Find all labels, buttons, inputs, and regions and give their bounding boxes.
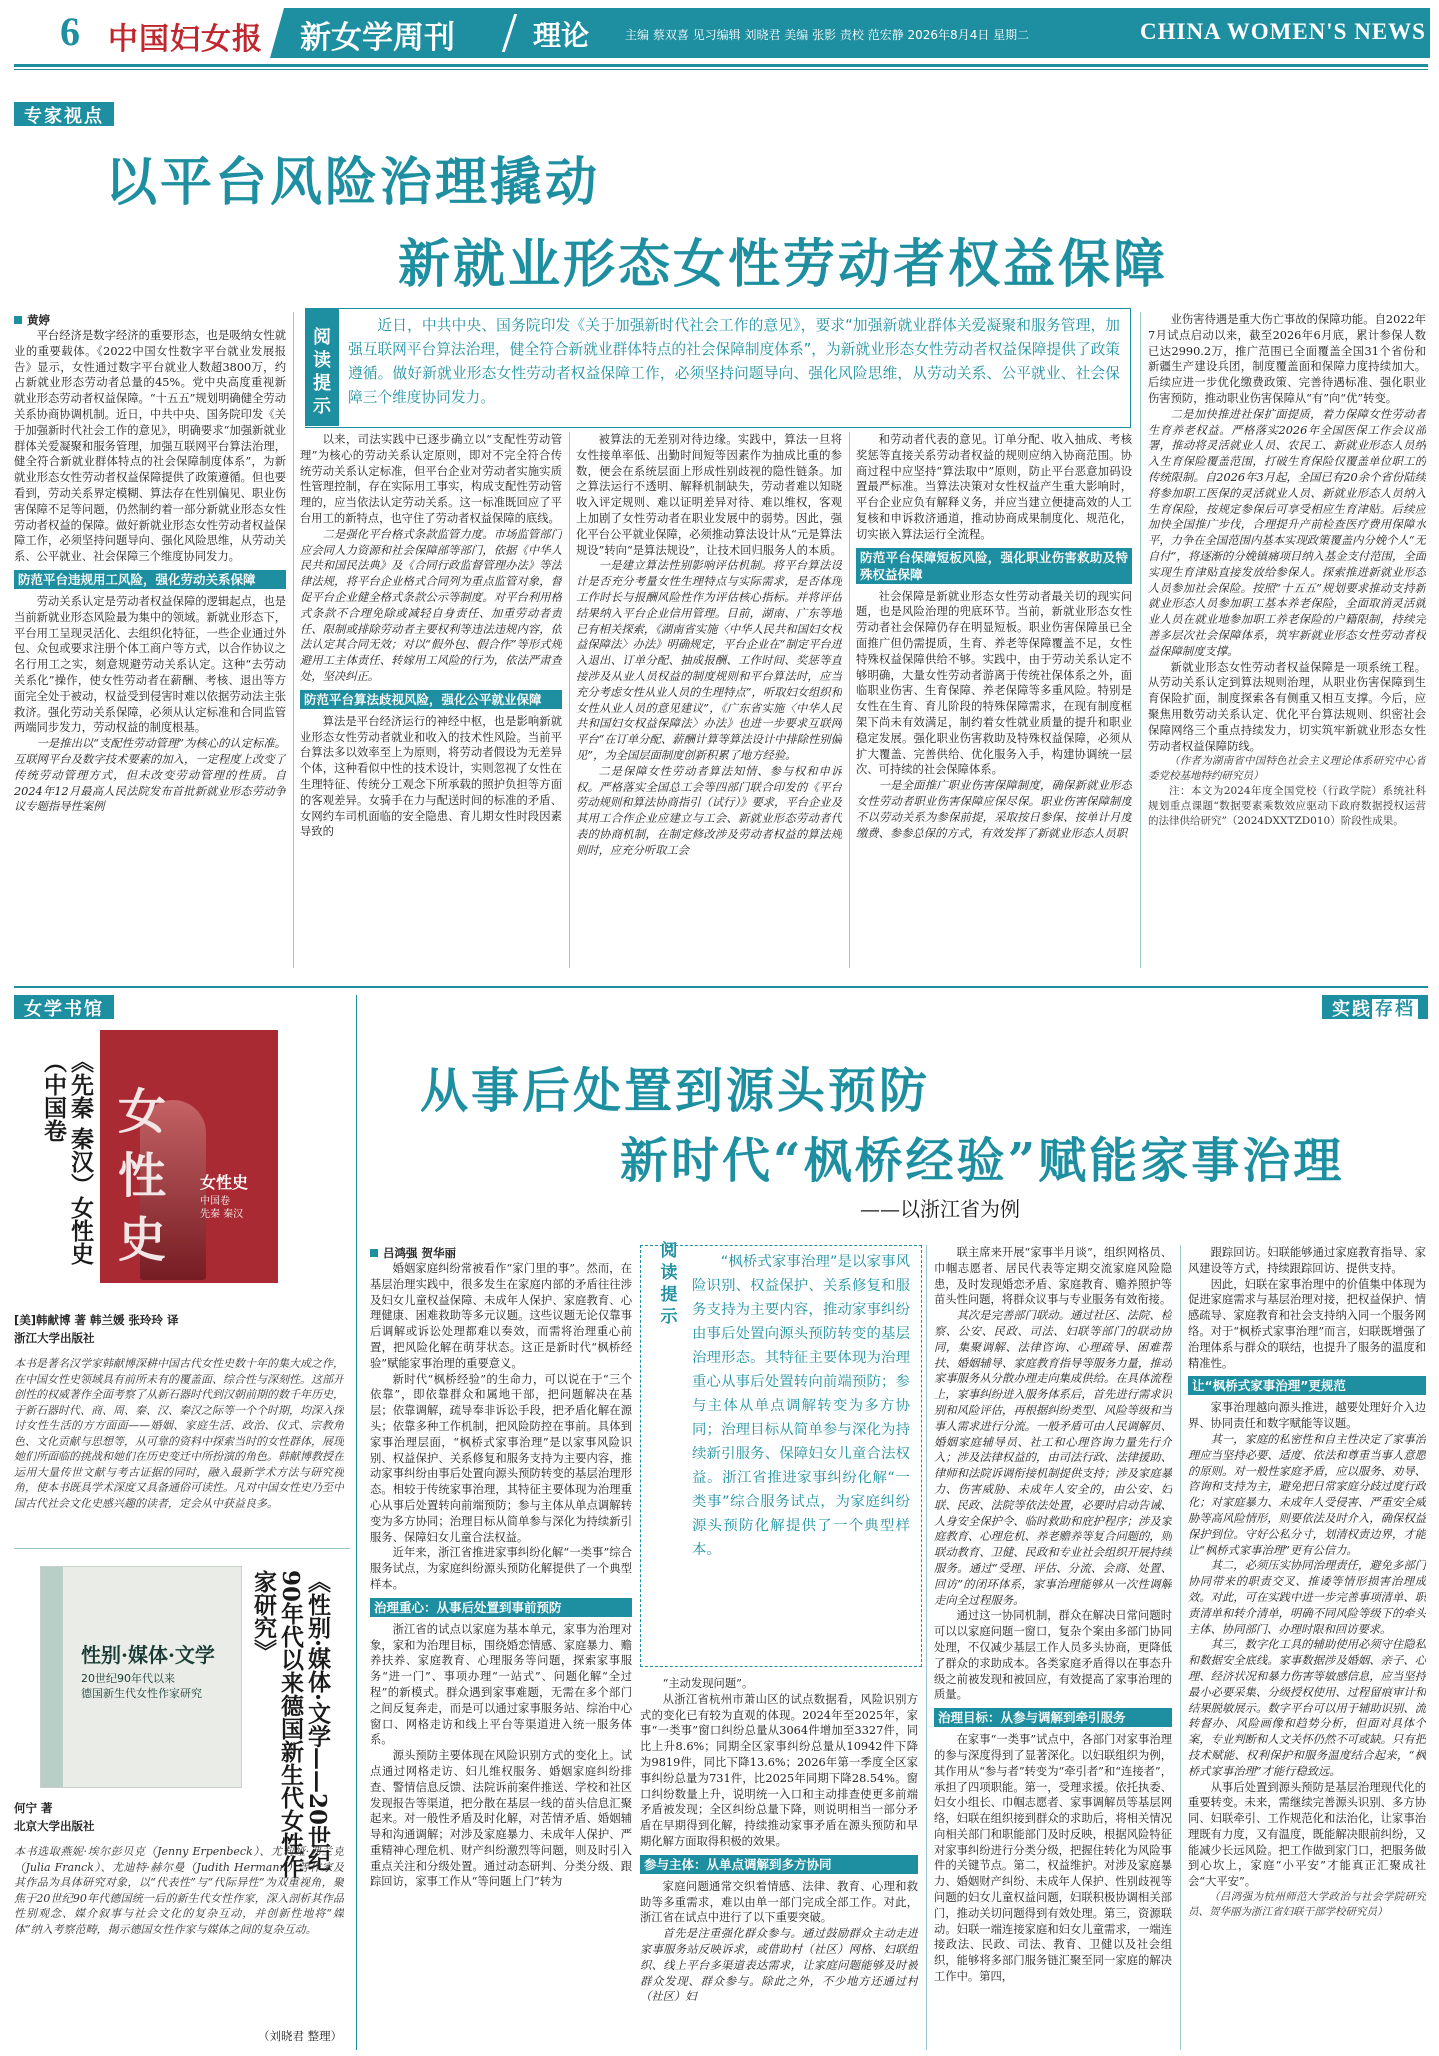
- paragraph: 业伤害待遇是重大伤亡事故的保障功能。自2022年7月试点启动以来，截至2026年6月底，累计参保人数已达2990.2万，推广范围已全面覆盖全国31个省份和新疆生产建设兵团，制度覆盖面和保障力度持续加大。后续应进一步优化缴费政策、完善待遇标准、强化职业伤害预防，推动职业伤害保障从“有”向“优”转变。: [1148, 313, 1426, 405]
- paragraph: 新就业形态女性劳动者权益保障是一项系统工程。从劳动关系认定到算法规则治理，从职业伤害保障到生育保险扩面，制度探索各有侧重又相互支撑。今后，应聚焦用数劳动关系认定、优化平台算法规则、织密社会保障网络三个重点持续发力，切实筑牢新就业形态女性劳动者权益保障防线。: [1148, 660, 1426, 753]
- book2-cover: [40, 1566, 242, 1788]
- book2-author: 何宁 著: [14, 1801, 53, 1815]
- book2-title: 《性别·媒体·文学——20世纪90年代以来德国新生代女性作家研究》: [250, 1570, 331, 1879]
- paragraph: 跟踪回访。妇联能够通过家庭教育指导、家风建设等方式，持续跟踪回访、提供支持。: [1188, 1246, 1426, 1275]
- paragraph: 以来，司法实践中已逐步确立以“支配性劳动管理”为核心的劳动关系认定原则，即对不完全符合传统劳动关系认定标准，但平台企业对劳动者实施实质性管理控制，存在实际用工事实，构成支配性劳动管理的，应当依法认定劳动关系。这一标准既回应了平台用工的新特点，也守住了劳动者权益保障的底线。: [300, 433, 562, 525]
- book2-publisher: 北京大学出版社: [14, 1819, 95, 1833]
- article2-column-3: [934, 1245, 1172, 2050]
- book2-description: 本书选取燕妮·埃尔彭贝克（Jenny Erpenbeck）、尤莉娅·弗兰克（Julia Franck）、尤迪特·赫尔曼（Judith Hermann）等作家及其作品为具体研究对象，以“代表性”与“代际异性”为双重视角，聚焦于20世纪90年代德国统一后的新生代女性作家，深入剖析其作品性别观念、媒介叙事与社会文化的复杂互动，并创新性地将“媒体”纳入考察范畴，揭示德国女性作家与媒体之间的复杂互动。: [14, 1845, 344, 1936]
- subheading: 参与主体：从单点调解到多方协同: [640, 1855, 918, 1874]
- cover-title: 女性史: [200, 1173, 249, 1192]
- article1-column-1: [14, 312, 286, 968]
- paragraph: 通过这一协同机制，群众在解决日常问题时可以以家庭问题一窗口，复杂个案由多部门协同处理，不仅减少基层工作人员多头协商，更降低了群众的求助成本。各类家庭矛盾得以在事态升级之前被发现和被回应，有效提高了家事治理的质量。: [934, 1609, 1172, 1702]
- book-divider: [14, 1548, 350, 1549]
- paragraph: 在家事“一类事”试点中，各部门对家事治理的参与深度得到了显著深化。以妇联组织为例，其作用从“参与者”转变为“牵引者”和“连接者”，承担了四项职能。第一，受理求援。依托执委、妇女小组长、巾帼志愿者、家事调解员等基层网络，妇联在组织接到群众的求助后，将相关情况向相关部门和职能部门及时反映，根据风险特征对家事纠纷进行分类分级，把握住转化为风险事件的关键节点。第二，权益维护。对涉及家庭暴力、婚姻财产纠纷、未成年人保护、性别歧视等问题的妇女儿童权益问题，妇联积极协调相关部门，推动关切问题得到有效处理。第三，资源联动。妇联一端连接家庭和妇女儿童需求，一端连接政法、民政、司法、教育、卫健以及社会组织，能够将多部门服务链汇聚至同一家庭的解决工作中。第四，: [934, 1733, 1172, 1984]
- subheading: 防范平台违规用工风险，强化劳动关系保障: [14, 570, 286, 589]
- tag-part-b: 存档: [1372, 999, 1418, 1020]
- section-title: 新女学周刊: [300, 20, 455, 56]
- column-tag-practice: [1322, 995, 1428, 1019]
- subheading: 防范平台算法歧视风险，强化公平就业保障: [300, 690, 562, 709]
- paragraph: 从浙江省杭州市萧山区的试点数据看，风险识别方式的变化已有较为直观的体现。2024年至2025年，家事“一类事”窗口纠纷总量从3064件增加至3327件，同比上升8.6%；同期全区家事纠纷总量从10942件下降为9819件，同比下降13.6%；2026年第一季度全区家事纠纷总量为731件，比2025年同期下降28.54%。窗口纠纷数量上升，说明统一入口和主动排查使更多前端矛盾被发现；全区纠纷总量下降，则说明相当一部分矛盾在早期得到化解，持续推动家事矛盾在源头预防和早期化解方面取得积极的效果。: [640, 1692, 918, 1848]
- tag-part-a: 实践: [1332, 999, 1372, 1020]
- article1-column-5: [1148, 312, 1426, 968]
- paragraph: 被算法的无差别对待边缘。实践中，算法一旦将女性接单率低、出勤时间短等因素作为抽成比重的参数，便会在系统层面上形成性别歧视的隐性链条。加之算法运行不透明、解释机制缺失，劳动者难以知晓收入评定规则、难以证明差异对待、难以维权，客观上加剧了女性劳动者在职业发展中的弱势。因此，强化平台公平就业保障，必须推动算法设计从“元是算法规设”转向“是算法规设”，让技术回归服务人的本质。: [576, 433, 842, 557]
- paragraph: 近年来，浙江省推进家事纠纷化解“一类事”综合服务试点，为家庭纠纷源头预防化解提供了一个典型样本。: [370, 1546, 632, 1591]
- column-divider: [293, 312, 294, 968]
- subheading: 防范平台保障短板风险，强化职业伤害救助及特殊权益保障: [856, 548, 1132, 584]
- paragraph: 二是加快推进社保扩面提质，着力保障女性劳动者生育养老权益。严格落实2026年全国医保工作会议部署，推动将灵活就业人员、农民工、新就业形态人员纳入生育保险覆盖范围，打破生育保险仅覆盖单位职工的传统限制。自2026年3月起，全国已有20余个省份陆续将参加职工医保的灵活就业人员、新就业形态人员纳入生育保险，按规定参保后可享受相应生育津贴。后续应加快全国推广步伐，合理提升产前检查医疗费用保障水平，力争在全国范围内基本实现政策覆盖内分娩个人“无自付”，将逐渐的分娩镇痛项目纳入基金支付范围，全面实现生育津贴直接发放给参保人。探索推进新就业形态人员参加社会保险。按照“十五五”规划要求推动支持新就业形态人员参加职工基本养老保险，全面取消灵活就业人员在就业地参加职工养老保险的户籍限制，持续完善多层次社会保障体系，筑牢新就业形态女性劳动者权益保障制度支撑。: [1148, 407, 1426, 658]
- article2-column-2: [640, 1676, 918, 2050]
- paragraph: 一是推出以“支配性劳动管理”为核心的认定标准。互联网平台及数字技术要素的加入，一定程度上改变了传统劳动管理方式，但未改变劳动管理的性质。自2024年12月最高人民法院发布首批新就业形态劳动争议专题指导性案例: [14, 737, 286, 814]
- book1-cover: [100, 1030, 278, 1283]
- book1-title: 《先秦 秦汉）女性史（中国卷: [40, 1050, 94, 1266]
- cover-spine: [41, 1567, 63, 1787]
- paragraph: 平台经济是数字经济的重要形态，也是吸纳女性就业的重要载体。《2022中国女性数字平台就业发展报告》显示，女性通过数字平台就业人数超3800万，约占新就业形态劳动者总量的45%。党中央高度重视新就业形态劳动者权益保障。“十五五”规划明确健全劳动关系协商协调机制。近日，中共中央、国务院印发《关于加强新时代社会工作的意见》，明确要求“加强新就业群体关爱凝聚和服务管理，加强互联网平台算法治理，健全符合新就业群体特点的社会保障制度体系”，为新就业形态女性劳动者权益保障提供了政策遵循。但也要看到，劳动关系界定模糊、算法存在性别偏见、职业伤害保障不足等问题，仍然制约着一部分新就业形态女性劳动者权益的保障。做好新就业形态女性劳动者权益保障工作，必须坚持问题导向、强化风险思维，从劳动关系、公平就业、社会保障三个维度协同发力。: [14, 329, 286, 564]
- paragraph: 一是全面推广职业伤害保障制度，确保新就业形态女性劳动者职业伤害保障应保尽保。职业伤害保障制度不以劳动关系为参保前提，采取按日参保、按单计月度缴费、参参总保的方式，有效发挥了新就业形态人员职: [856, 779, 1132, 840]
- paragraph: 和劳动者代表的意见。订单分配、收入抽成、考核奖惩等直接关系劳动者权益的规则应纳入协商范围。协商过程中应坚持“算法取中”原则，防止平台恶意加码设置最严标准。当算法决策对女性权益产生重大影响时，平台企业应负有解释义务，并应当建立便捷高效的人工复核和申诉救济通道，推动协商成果制度化、规范化，切实嵌入算法运行全流程。: [856, 433, 1132, 541]
- top-rule-thin: [14, 69, 1428, 70]
- paragraph: 从事后处置到源头预防是基层治理现代化的重要转变。未来，需继续完善源头识别、多方协同、妇联牵引、工作规范化和法治化，让家事治理既有力度，又有温度，既能解决眼前纠纷，又能减少长远风险。把工作做到家门口，把服务做到心坎上，家庭“小平安”才能真正汇聚成社会“大平安”。: [1188, 1780, 1426, 1889]
- section-divider: [14, 986, 1428, 988]
- lead-text-1: 近日，中共中央、国务院印发《关于加强新时代社会工作的意见》，要求“加强新就业群体关爱凝聚和服务管理，加强互联网平台算法治理，健全符合新就业群体特点的社会保障制度体系”，为新就业形态女性劳动者权益保障提供了政策遵循。做好新就业形态女性劳动者权益保障工作，必须坚持问题导向、强化风险思维，从劳动关系、公平就业、社会保障三个维度协同发力。: [348, 317, 1120, 406]
- paragraph: 新时代“枫桥经验”的生命力，可以说在于“三个依靠”，即依靠群众和属地干部，把问题解决在基层；依靠调解，疏导奉非诉讼手段，把矛盾化解在源头；依靠多种工作机制，把风险防控在事前。具体到家事治理层面，“枫桥式家事治理”是以家事风险识别、权益保护、关系修复和服务支持为主要内容，推动家事纠纷由事后处置向源头预防转变的基层治理形态。相较于传统家事治理，其特征主要体现为治理重心从事后处置转向前端预防；参与主体从单点调解转变为多方协同；治理目标从简单参与深化为持续新引服务、保障妇女儿童合法权益。: [370, 1372, 632, 1544]
- headline-1-line-1: 以平台风险治理撬动: [105, 152, 601, 213]
- book-panel-divider: [356, 995, 357, 2050]
- cover-subtitle: 20世纪90年代以来 德国新生代女性作家研究: [81, 1672, 202, 1700]
- paragraph: 源头预防主要体现在风险识别方式的变化上。试点通过网格走访、妇儿维权服务、婚姻家庭纠纷排查、警情信息反馈、法院诉前案件推送、学校和社区发现报告等渠道，把分散在基层一线的苗头信息汇聚起来。对一般性矛盾及时化解，对苦情矛盾、婚姻辅导和沟通调解；对涉及家庭暴力、未成年人保护、严重精神心理危机、财产纠纷激烈等问题，则及时引入重点关注和分级处置。通过动态研判、分类分级、跟踪回访，家事工作从“等问题上门”转为: [370, 1749, 632, 1889]
- byline: 吕鸿强 贺华丽: [370, 1245, 632, 1261]
- column-tag-expert: 专家视点: [14, 102, 114, 126]
- lead-label-1: 阅读提示: [305, 308, 339, 426]
- paragraph: 首先是注重强化群众参与。通过鼓励群众主动走进家事服务站反映诉求，或借助村（社区）网格、妇联组织、线上平台多渠道表达需求，让家庭问题能够及时被群众发现、群众参与。除此之外，不少地方还通过村（社区）妇: [640, 1927, 918, 2004]
- article2-column-1: [370, 1245, 632, 2050]
- paragraph: 其三，数字化工具的辅助使用必须守住隐私和数据安全底线。家事数据涉及婚姻、亲子、心理、经济状况和暴力伤害等敏感信息，应当坚持最小必要采集、分级授权使用、过程留痕审计和结果脱敏展示。数字平台可以用于辅助识别、流转督办、风险画像和趋势分析，但面对具体个案，专业判断和人文关怀仍然不可或缺。只有把技术赋能、权利保护和服务温度结合起来，“枫桥式家事治理”才能行稳致远。: [1188, 1638, 1426, 1778]
- headline-2-line-2: 新时代“枫桥经验”赋能家事治理: [620, 1133, 1345, 1189]
- author-note: （作者为湖南省中国特色社会主义理论体系研究中心省委党校基地特约研究员）: [1148, 755, 1426, 783]
- english-title: CHINA WOMEN'S NEWS: [1140, 19, 1426, 44]
- paragraph: 因此，妇联在家事治理中的价值集中体现为促进家庭需求与基层治理对接，把权益保护、情感疏导、家庭教育和社会支持纳入同一个服务网络。对于“枫桥式家事治理”而言，妇联既增强了治理体系与群众的联结，也提升了服务的温度和精准性。: [1188, 1277, 1426, 1370]
- paragraph: 二是保障女性劳动者算法知情、参与权和申诉权。严格落实全国总工会等四部门联合印发的《平台劳动规则和算法协商指引（试行）》要求，平台企业及其用工合作企业应建立与工会、新就业形态劳动者代表的协商机制，在制定修改涉及劳动者权益的算法规则时，应充分听取工会: [576, 764, 842, 857]
- book-editor: （刘晓君 整理）: [258, 2029, 343, 2043]
- article1-column-3: [576, 432, 842, 968]
- cover-title: 性别·媒体·文学: [81, 1643, 215, 1667]
- paragraph: 联主席来开展“家事半月谈”，组织网格员、巾帼志愿者、居民代表等定期交流家庭风险隐患，及时发现婚恋矛盾、家庭教育、赡养照护等苗头性问题，将群众议事与专业服务有效衔接。: [934, 1246, 1172, 1307]
- book1-description: 本书是著名汉学家韩献博深耕中国古代女性史数十年的集大成之作，在中国女性史领域具有前所未有的覆盖面、综合性与深刻性。这部开创性的权威著作全面考察了从新石器时代到汉朝前期的数千年历史，于新石器时代、商、周、秦、汉、秦汉之际等一个个时期，均深入探讨女性生活的方方面面——婚姻、家庭生活、政治、仪式、宗教角色、文化贡献与思想等，从可靠的资料中探索当时的女性群体，展现她们所面临的挑战和她们在历史变迁中所扮演的角色。韩献博教授在运用大量传世文献与考古证据的同时，融入最新学术方法与研究视角，使本书既具学术深度又具备通俗可读性。凡对中国女性史乃至中国古代社会文化史感兴趣的读者，定会从中获益良多。: [14, 1357, 344, 1510]
- column-divider: [1180, 1245, 1181, 2050]
- column-divider: [569, 432, 570, 968]
- column-divider: [849, 432, 850, 968]
- column-divider: [926, 1245, 927, 2050]
- lead-label-2: 阅读提示: [660, 1241, 678, 1327]
- book1-author: [美]韩献博 著 韩兰媛 张玲玲 译: [14, 1313, 179, 1327]
- paragraph: 其次是完善部门联动。通过社区、法院、检察、公安、民政、司法、妇联等部门的联动协同，集聚调解、法律咨询、心理疏导、困难帮扶、婚姻辅导、家庭教育指导等服务力量，推动家事服务从分散办理走向集成供给。在具体流程上，家事纠纷进入服务体系后，首先进行需求识别和风险评估，再根据纠纷类型、风险等级和当事人需求进行分流。一般矛盾可由人民调解员、婚姻家庭辅导员、社工和心理咨询力量先行介入；涉及法律权益的，由司法行政、法律援助、律师和法院诉调衔接机制提供支持；涉及家庭暴力、伤害威胁、未成年人安全的，由公安、妇联、民政、法院等依法处置，必要时启动告诫、人身安全保护令、临时救助和庇护程序；涉及家庭教育、心理危机、养老赡养等复合问题的，则联动教育、卫健、民政和专业社会组织开展持续服务。通过“受理、评估、分流、会商、处置、回访”的闭环体系，家事治理能够从一次性调解走向全过程服务。: [934, 1309, 1172, 1607]
- book1-publisher: 浙江大学出版社: [14, 1331, 95, 1345]
- subheading: 让“枫桥式家事治理”更规范: [1188, 1376, 1426, 1395]
- paragraph: 算法是平台经济运行的神经中枢，也是影响新就业形态女性劳动者就业和收入的技术性风险。当前平台算法多以效率至上为原则，将劳动者假设为无差异个体，这种看似中性的技术设计，实则忽视了女性在生理特征、传统分工观念下所承载的照护负担等方面的客观差异。女骑手在力与配送时间的标准的矛盾、女网约车司机面临的安全隐患、育儿期女性时段因素导致的: [300, 714, 562, 839]
- article1-column-2: [300, 432, 562, 968]
- cover-subtitle: 中国卷 先秦 秦汉: [200, 1196, 244, 1220]
- column-tag-book: 女学书馆: [14, 995, 114, 1019]
- paragraph: 社会保障是新就业形态女性劳动者最关切的现实问题，也是风险治理的兜底环节。当前，新就业形态女性劳动者社会保障仍存在明显短板。职业伤害保障虽已全面推广但仍需提质，生育、养老等保障覆盖不足，女性特殊权益保障供给不够。实践中，由于劳动关系认定不够明确，大量女性劳动者游离于传统社保体系之外，面临职业伤害、生育保障、养老保障等多重风险。特别是女性在生育、育儿阶段的特殊保障需求，在现有制度框架下尚未有效满足，制约着女性就业质量的提升和职业稳定发展。强化职业伤害救助及特殊权益保障，必须从扩大覆盖、完善供给、优化服务入手，构建协调统一层次、可持续的社会保障体系。: [856, 589, 1132, 777]
- page-number: 6: [60, 9, 80, 54]
- subheading: 治理重心：从事后处置到事前预防: [370, 1598, 632, 1617]
- paragraph: 二是强化平台格式条款监管力度。市场监管部门应会同人力资源和社会保障部等部门，依据《中华人民共和国民法典》及《合同行政监督管理办法》等法律法规，将平台企业格式合同列为重点监管对象，督促平台企业健全格式条款公示等制度。对平台利用格式条款不合理免除或减轻自身责任、加重劳动者责任、限制或排除劳动者主要权利等违法违规内容，依法认定其合同无效；对以“假外包、假合作”等形式规避用工主体责任、转嫁用工风险的行为，依法严肃查处，坚决纠正。: [300, 527, 562, 683]
- newspaper-logo: 中国妇女报: [108, 22, 263, 57]
- paragraph: 其二，必须压实协同治理责任，避免多部门协同带来的职责交叉、推诿等情形损害治理成效。对此，可在实践中进一步完善事项清单、职责清单和转介清单，明确不同风险等级下的牵头主体、协同部门、办理时限和回访要求。: [1188, 1559, 1426, 1636]
- paragraph: 一是建立算法性别影响评估机制。将平台算法设计是否充分考量女性生理特点与实际需求，是否体现工作时长与报酬风险性作为评估核心指标。并将评估结果纳入平台企业信用管理。目前，湖南、广东等地已有相关探索，《湖南省实施〈中华人民共和国妇女权益保障法〉办法》明确规定，平台企业在“制定平台进入退出、订单分配、抽成报酬、工作时间、奖惩等直接涉及从业人员权益的制度规则和平台算法时，应当充分考虑女性从业人员的生理特点”，听取妇女组织和女性从业人员的意见建议”，《广东省实施〈中华人民共和国妇女权益保障法〉办法》也进一步要求互联网平台“在订单分配、薪酬计算等算法设计中排除性别偏见”，为全国层面制度创新积累了地方经验。: [576, 559, 842, 762]
- subheading: 治理目标：从参与调解到牵引服务: [934, 1708, 1172, 1727]
- headline-2-subtitle: ——以浙江省为例: [860, 1197, 1020, 1221]
- headline-2-line-1: 从事后处置到源头预防: [420, 1063, 931, 1119]
- top-rule: [14, 64, 1428, 67]
- cover-large-characters: 女 性 史: [118, 1084, 167, 1268]
- masthead: [0, 0, 1439, 64]
- lead-text-2: “枫桥式家事治理”是以家事风险识别、权益保护、关系修复和服务支持为主要内容，推动家事纠纷由事后处置向源头预防转变的基层治理形态。其特征主要体现为治理重心从事后处置转向前端预防；参与主体从单点调解转变为多方协同；治理目标从简单参与深化为持续新引服务、保障妇女儿童合法权益。浙江省推进家事纠纷化解“一类事”综合服务试点，为家庭纠纷源头预防化解提供了一个典型样本。: [692, 1254, 910, 1558]
- headline-1-line-2: 新就业形态女性劳动者权益保障: [398, 234, 1169, 295]
- paragraph: “主动发现问题”。: [662, 1677, 754, 1690]
- paragraph: 浙江省的试点以家庭为基本单元，家事为治理对象，家和为治理目标，围绕婚恋情感、家庭暴力、赡养扶养、家庭教育、心理服务等问题，探索家事服务“进一门”、事项办理“一站式”、问题化解“全过程”的新模式。群众遇到家事难题，无需在多个部门之间反复奔走，而是可以通过家事服务站、综治中心窗口、网格走访和线上平台等渠道进入统一服务体系。: [370, 1622, 632, 1747]
- fund-note: 注：本文为2024年度全国党校（行政学院）系统社科规划重点课题“数据要素乘数效应驱动下政府数据授权运营的法律供给研究”（2024DXXTZD010）阶段性成果。: [1148, 785, 1426, 828]
- masthead-meta: 主编 蔡双喜 见习编辑 刘晓君 美编 张影 责校 范宏静 2026年8月4日 星期二: [625, 28, 1030, 42]
- column-divider: [1140, 312, 1141, 968]
- article1-column-4: [856, 432, 1132, 968]
- paragraph: 其一，家庭的私密性和自主性决定了家事治理应当坚持必要、适度、依法和尊重当事人意愿的原则。对一般性家庭矛盾，应以服务、劝导、咨询和支持为主，避免把日常家庭分歧过度行政化；对家庭暴力、未成年人受侵害、严重安全威胁等高风险情形，则要依法及时介入，确保权益保护到位。守好公私分寸，划清权责边界，才能让“枫桥式家事治理”更有公信力。: [1188, 1432, 1426, 1557]
- author-note: （吕鸿强为杭州师范大学政治与社会学院研究员、贺华丽为浙江省妇联干部学校研究员）: [1188, 1891, 1426, 1919]
- paragraph: 家庭问题通常交织着情感、法律、教育、心理和救助等多重需求，难以由单一部门完成全部工作。对此，浙江省在试点中进行了以下重要突破。: [640, 1879, 918, 1925]
- subsection-title: 理论: [533, 19, 590, 52]
- paragraph: 家事治理越向源头推进，越要处理好介入边界、协同责任和数字赋能等议题。: [1188, 1401, 1426, 1431]
- article2-column-4: [1188, 1245, 1426, 2050]
- byline: 黄婷: [14, 312, 286, 328]
- paragraph: 婚姻家庭纠纷常被看作“家门里的事”。然而，在基层治理实践中，很多发生在家庭内部的矛盾往往涉及妇女儿童权益保障、未成年人保护、家庭教育、心理健康、困难救助等多元议题。这些议题无论仅靠事后调解或诉讼处理都难以奏效，而需将治理重心前置，把风险化解在萌芽状态。这正是新时代“枫桥经验”赋能家事治理的重要意义。: [370, 1262, 632, 1370]
- paragraph: 劳动关系认定是劳动者权益保障的逻辑起点，也是当前新就业形态风险最为集中的领域。新就业形态下，平台用工呈现灵活化、去组织化特征，一些企业通过外包、众包或要求注册个体工商户等方式，以合作协议之名行用工之实，刻意规避劳动关系认定。这种“去劳动关系化”操作，使女性劳动者在薪酬、考核、退出等方面完全处于被动，权益受到侵害时难以依据劳动法主张救济。强化劳动关系保障，必须从认定标准和合同监管两端同步发力，劳动权益的制度根基。: [14, 594, 286, 735]
